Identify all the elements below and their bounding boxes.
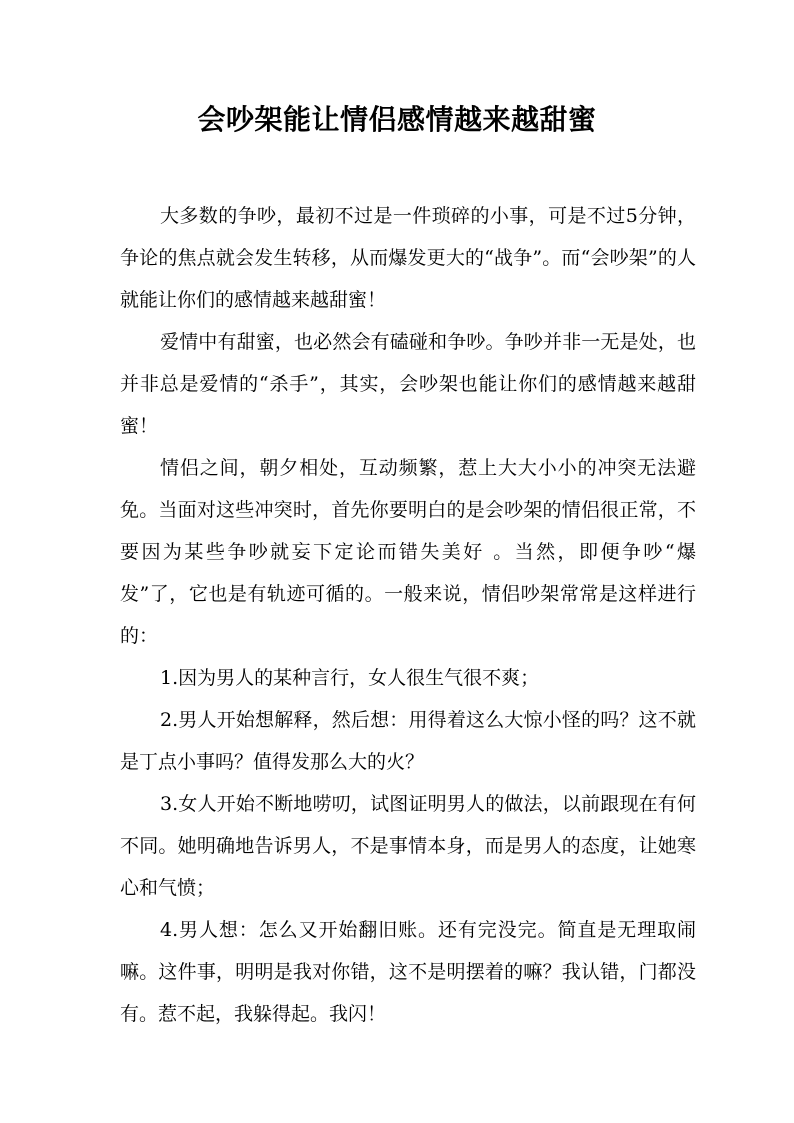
paragraph: 情侣之间，朝夕相处，互动频繁，惹上大大小小的冲突无法避免。当面对这些冲突时，首先你要明白的是会吵架的情侣很正常，不要因为某些争吵就妄下定论而错失美好 。当然，即便争吵“爆发”了，它也是有轨迹可循的。一般来说，情侣吵架常常是这样进行的： [120,457,696,647]
list-item: 4.男人想：怎么又开始翻旧账。还有完没完。简直是无理取闹嘛。这件事，明明是我对你错，这不是明摆着的嘛？我认错，门都没有。惹不起，我躲得起。我闪！ [120,919,696,1025]
document-title: 会吵架能让情侣感情越来越甜蜜 [197,103,597,136]
list-item: 1.因为男人的某种言行，女人很生气很不爽； [160,667,540,689]
list-item: 3.女人开始不断地唠叨，试图证明男人的做法，以前跟现在有何不同。她明确地告诉男人，不是事情本身，而是男人的态度，让她寒心和气愤； [120,793,696,899]
paragraph: 爱情中有甜蜜，也必然会有磕碰和争吵。争吵并非一无是处，也并非总是爱情的“杀手”，其实，会吵架也能让你们的感情越来越甜蜜！ [120,331,696,437]
paragraph: 大多数的争吵，最初不过是一件琐碎的小事，可是不过5分钟，争论的焦点就会发生转移，从而爆发更大的“战争”。而“会吵架”的人就能让你们的感情越来越甜蜜！ [120,205,696,311]
document-body [120,195,696,1035]
list-item: 2.男人开始想解释，然后想：用得着这么大惊小怪的吗？这不就是丁点小事吗？值得发那么大的火？ [120,709,696,773]
